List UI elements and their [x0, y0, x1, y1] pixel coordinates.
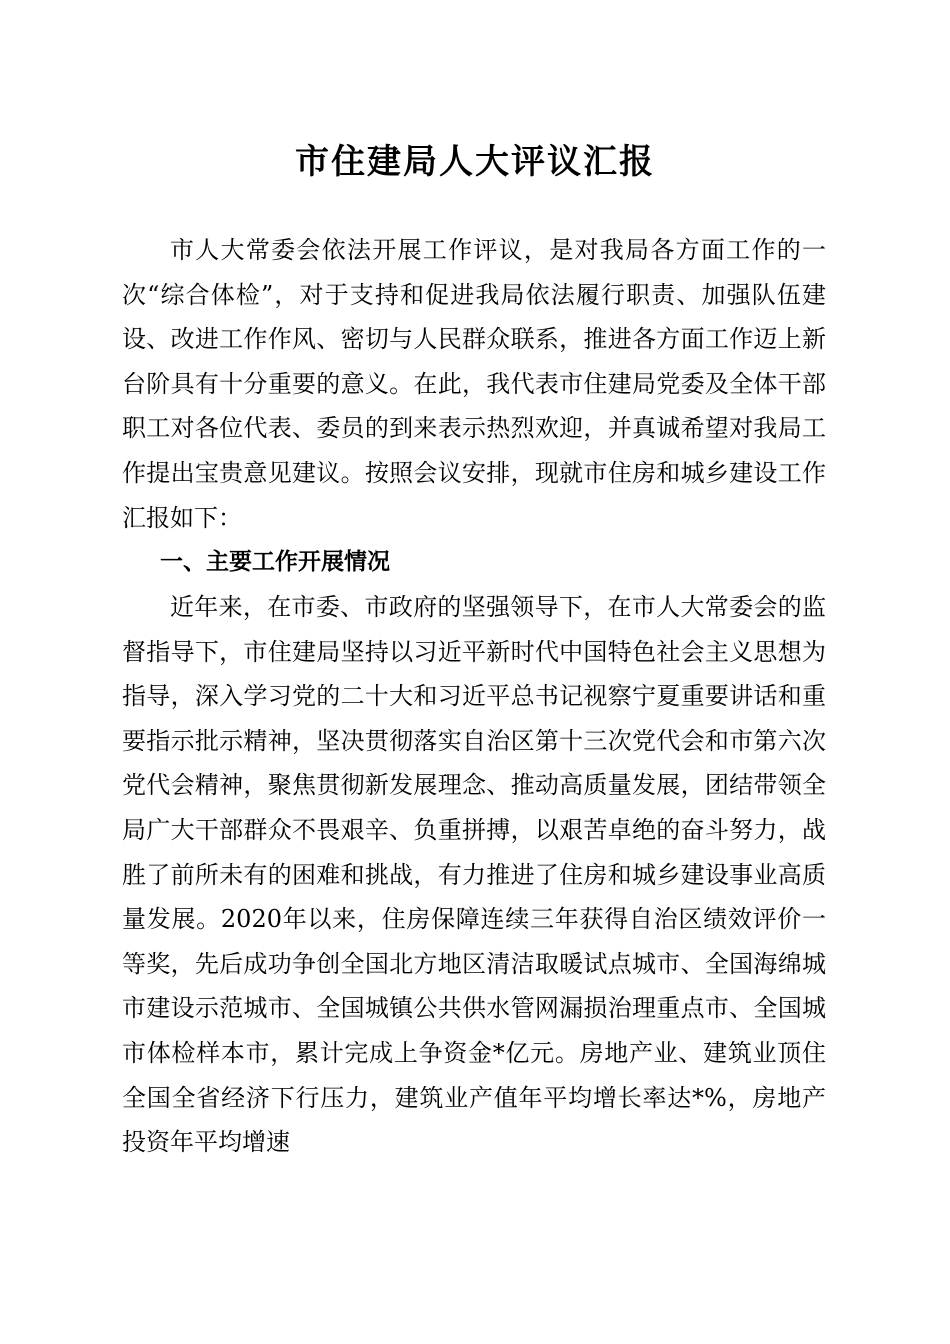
section-heading: 一、主要工作开展情况	[160, 549, 390, 575]
intro-paragraph: 市人大常委会依法开展工作评议，是对我局各方面工作的一次“综合体检”，对于支持和促进我局依法履行职责、加强队伍建设、改进工作作风、密切与人民群众联系，推进各方面工作迈上新台阶具有十分重要的意义。在此，我代表市住建局党委及全体干部职工对各位代表、委员的到来表示热烈欢迎，并真诚希望对我局工作提出宝贵意见建议。按照会议安排，现就市住房和城乡建设工作汇报如下：	[122, 236, 826, 532]
document-title: 市住建局人大评议汇报	[295, 142, 655, 182]
section-paragraph: 近年来，在市委、市政府的坚强领导下，在市人大常委会的监督指导下，市住建局坚持以习近平新时代中国特色社会主义思想为指导，深入学习党的二十大和习近平总书记视察宁夏重要讲话和重要指示批示精神，坚决贯彻落实自治区第十三次党代会和市第六次党代会精神，聚焦贯彻新发展理念、推动高质量发展，团结带领全局广大干部群众不畏艰辛、负重拼搏，以艰苦卓绝的奋斗努力，战胜了前所未有的困难和挑战，有力推进了住房和城乡建设事业高质量发展。2020年以来，住房保障连续三年获得自治区绩效评价一等奖，先后成功争创全国北方地区清洁取暖试点城市、全国海绵城市建设示范城市、全国城镇公共供水管网漏损治理重点市、全国城市体检样本市，累计完成上争资金*亿元。房地产业、建筑业顶住全国全省经济下行压力，建筑业产值年平均增长率达*%，房地产投资年平均增速	[122, 593, 826, 1157]
